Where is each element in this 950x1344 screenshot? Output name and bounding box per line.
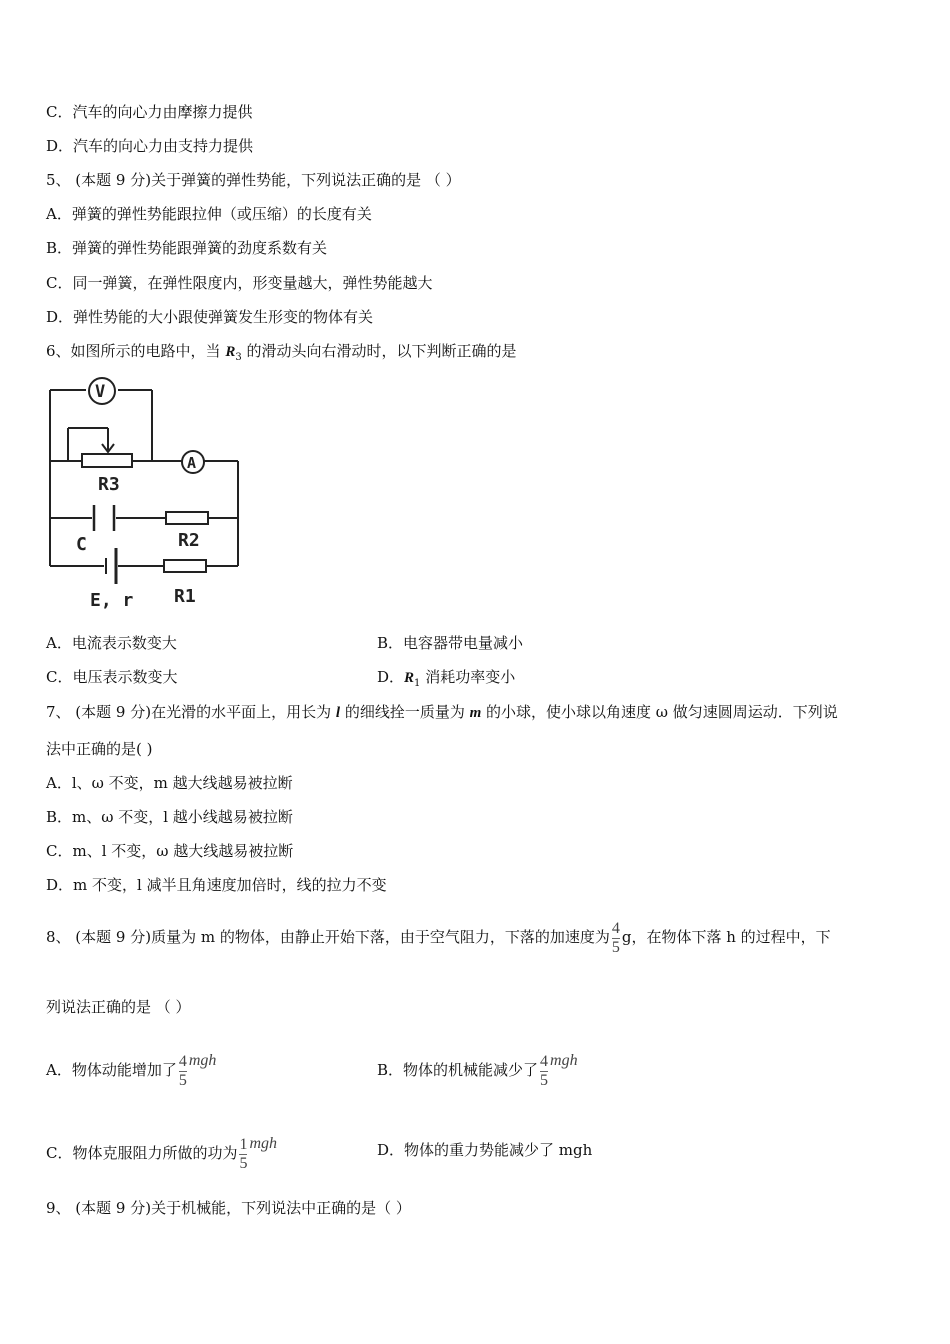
q8-option-a-fraction <box>179 1053 187 1090</box>
q7-stem-m: m <box>469 705 482 721</box>
q8-option-a-den: 5 <box>178 1071 187 1089</box>
q7-option-b: B．m、ω 不变，l 越小线越易被拉断 <box>46 808 293 826</box>
q5-option-b: B．弹簧的弹性势能跟弹簧的劲度系数有关 <box>46 239 328 257</box>
q4-option-c: C．汽车的向心力由摩擦力提供 <box>46 103 253 121</box>
q8-option-d: D．物体的重力势能减少了 mgh <box>377 1141 593 1159</box>
capacitor-label: C <box>76 534 87 555</box>
q8-option-b <box>377 1030 578 1101</box>
q5-option-a: A．弹簧的弹性势能跟拉伸（或压缩）的长度有关 <box>46 205 372 223</box>
q8-option-b-den: 5 <box>540 1071 549 1089</box>
q8-fraction-num: 4 <box>611 919 620 937</box>
q8-option-a <box>46 1030 216 1101</box>
q7-stem-l: l <box>335 705 341 721</box>
q8-option-c-den: 5 <box>239 1154 248 1172</box>
r1-resistor <box>164 560 206 572</box>
q6-option-d-var: R <box>404 670 415 686</box>
q8-stem-line1 <box>46 908 831 966</box>
q4-option-d: D．汽车的向心力由支持力提供 <box>46 137 254 155</box>
q7-stem-part-b: 的细线拴一质量为 <box>340 703 470 721</box>
q8-option-c-tail: mgh <box>249 1135 278 1152</box>
source-label: E, r <box>90 590 134 611</box>
q8-option-a-label: A．物体动能增加了 <box>46 1061 177 1079</box>
q7-stem-line1 <box>46 702 838 723</box>
voltmeter-label: V <box>95 382 106 402</box>
q8-option-c <box>46 1113 277 1184</box>
q7-option-a: A．l、ω 不变，m 越大线越易被拉断 <box>46 774 293 792</box>
q8-option-b-num: 4 <box>540 1052 549 1070</box>
q6-option-b: B．电容器带电量减小 <box>377 634 524 652</box>
q8-fraction-den: 5 <box>611 938 620 956</box>
q8-option-a-tail: mgh <box>188 1052 217 1069</box>
q8-option-b-label: B．物体的机械能减少了 <box>377 1061 539 1079</box>
q8-option-a-num: 4 <box>178 1052 187 1070</box>
q6-option-a: A．电流表示数变大 <box>46 634 177 652</box>
q5-stem: 5、 (本题 9 分)关于弹簧的弹性势能，下列说法正确的是 （ ） <box>46 171 461 189</box>
q8-fraction <box>612 920 620 957</box>
q6-stem <box>46 341 517 368</box>
q6-option-d-sub: 1 <box>414 678 421 689</box>
q8-option-c-num: 1 <box>239 1135 248 1153</box>
q7-option-c: C．m、l 不变，ω 越大线越易被拉断 <box>46 842 294 860</box>
q6-stem-suffix: 的滑动头向右滑动时，以下判断正确的是 <box>241 342 517 360</box>
q8-stem-suffix: g，在物体下落 h 的过程中，下 <box>621 928 831 946</box>
q6-option-d-prefix: D． <box>377 668 405 686</box>
r3-resistor <box>82 454 132 467</box>
q6-option-d <box>377 667 515 694</box>
q7-stem-part-a: 7、 (本题 9 分)在光滑的水平面上，用长为 <box>46 703 336 721</box>
q5-option-d: D．弹性势能的大小跟使弹簧发生形变的物体有关 <box>46 308 374 326</box>
q5-option-c: C．同一弹簧，在弹性限度内，形变量越大，弹性势能越大 <box>46 274 433 292</box>
q6-stem-var: R <box>225 344 236 360</box>
q7-stem-line2: 法中正确的是( ) <box>46 740 153 758</box>
r2-label: R2 <box>178 530 200 551</box>
q8-option-c-label: C．物体克服阻力所做的功为 <box>46 1144 238 1162</box>
q6-stem-prefix: 6、如图所示的电路中，当 <box>46 342 226 360</box>
ammeter-label: A <box>187 454 197 472</box>
q6-option-d-suffix: 消耗功率变小 <box>420 668 516 686</box>
q8-option-b-fraction <box>540 1053 548 1090</box>
q9-stem: 9、 (本题 9 分)关于机械能，下列说法中正确的是（ ） <box>46 1199 411 1217</box>
r3-label: R3 <box>98 474 120 495</box>
r1-label: R1 <box>174 586 196 607</box>
q6-stem-sub: 3 <box>235 352 242 363</box>
q7-option-d: D．m 不变，l 减半且角速度加倍时，线的拉力不变 <box>46 876 387 894</box>
q7-stem-part-c: 的小球，使小球以角速度 ω 做匀速圆周运动．下列说 <box>481 703 838 721</box>
r2-resistor <box>166 512 208 524</box>
q8-stem-prefix: 8、 (本题 9 分)质量为 m 的物体，由静止开始下落，由于空气阻力，下落的加速度为 <box>46 928 610 946</box>
q8-option-b-tail: mgh <box>550 1052 578 1069</box>
q8-option-c-fraction <box>239 1136 247 1173</box>
circuit-diagram <box>46 376 246 616</box>
q8-stem-line2: 列说法正确的是 （ ） <box>46 998 191 1016</box>
q6-option-c: C．电压表示数变大 <box>46 668 178 686</box>
